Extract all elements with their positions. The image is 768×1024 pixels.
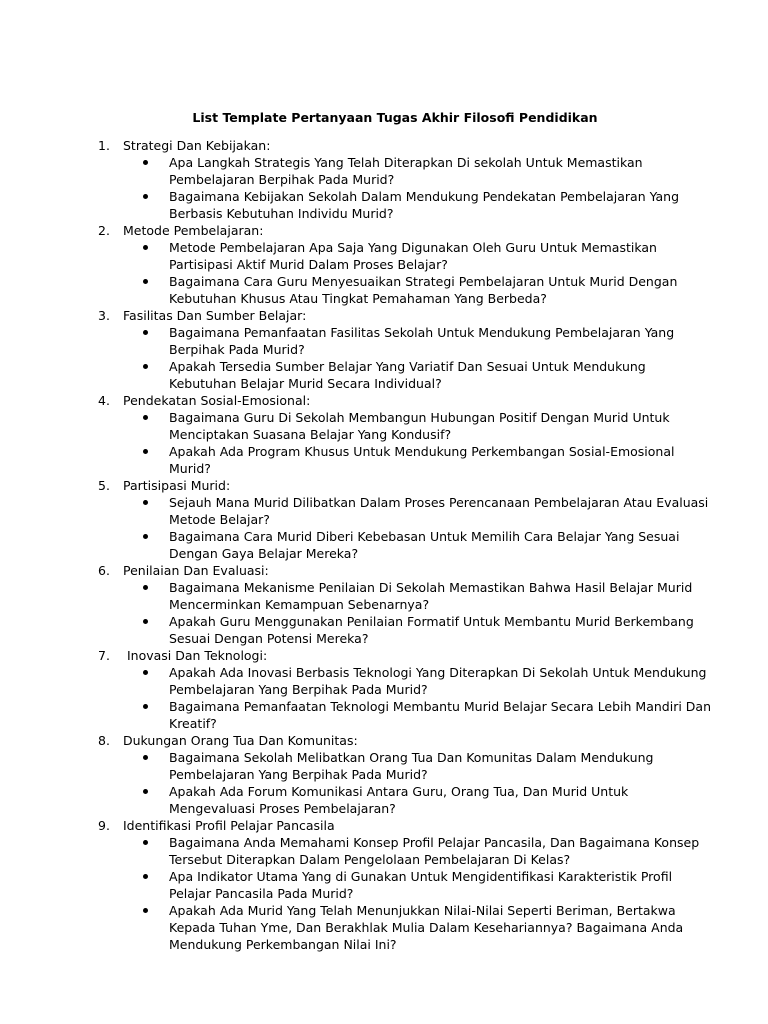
section-pendekatan-sosial-emosional	[0, 392, 768, 477]
section-penilaian-dan-evaluasi	[0, 562, 768, 647]
bullet-icon	[143, 585, 148, 590]
question-text: Apakah Guru Menggunakan Penilaian Formatif Untuk Membantu Murid Berkembang Sesuai Dengan Potensi Mereka?	[169, 614, 694, 646]
bullet-icon	[143, 500, 148, 505]
section-title: Identifikasi Profil Pelajar Pancasila	[123, 818, 335, 833]
question-item	[0, 579, 714, 613]
section-number: 8.	[98, 733, 110, 748]
question-text: Apakah Ada Inovasi Berbasis Teknologi Yang Diterapkan Di Sekolah Untuk Mendukung Pembelajaran Yang Berpihak Pada Murid?	[169, 665, 707, 697]
section-title: Fasilitas Dan Sumber Belajar:	[123, 308, 307, 323]
question-list	[0, 137, 768, 953]
bullet-icon	[143, 364, 148, 369]
section-title: Dukungan Orang Tua Dan Komunitas:	[123, 733, 358, 748]
question-text: Bagaimana Pemanfaatan Fasilitas Sekolah Untuk Mendukung Pembelajaran Yang Berpihak Pada Murid?	[169, 325, 675, 357]
section-fasilitas-dan-sumber-belajar	[0, 307, 768, 392]
bullet-icon	[143, 908, 148, 913]
bullet-icon	[143, 415, 148, 420]
question-item	[0, 358, 714, 392]
question-text: Apakah Ada Forum Komunikasi Antara Guru, Orang Tua, Dan Murid Untuk Mengevaluasi Proses Pembelajaran?	[169, 784, 629, 816]
question-item	[0, 409, 714, 443]
question-item	[0, 273, 714, 307]
bullet-icon	[143, 755, 148, 760]
section-title: Pendekatan Sosial-Emosional:	[123, 393, 311, 408]
question-items	[0, 239, 768, 307]
bullet-icon	[143, 330, 148, 335]
section-number: 4.	[98, 393, 110, 408]
question-text: Apakah Ada Program Khusus Untuk Mendukung Perkembangan Sosial-Emosional Murid?	[169, 444, 675, 476]
question-text: Sejauh Mana Murid Dilibatkan Dalam Proses Perencanaan Pembelajaran Atau Evaluasi Metode Belajar?	[169, 495, 709, 527]
bullet-icon	[143, 534, 148, 539]
question-text: Bagaimana Cara Murid Diberi Kebebasan Untuk Memilih Cara Belajar Yang Sesuai Dengan Gaya Belajar Mereka?	[169, 529, 680, 561]
question-item	[0, 902, 714, 953]
question-text: Bagaimana Mekanisme Penilaian Di Sekolah Memastikan Bahwa Hasil Belajar Murid Mencerminkan Kemampuan Sebenarnya?	[169, 580, 693, 612]
section-number: 9.	[98, 818, 110, 833]
question-items	[0, 409, 768, 477]
question-text: Bagaimana Cara Guru Menyesuaikan Strategi Pembelajaran Untuk Murid Dengan Kebutuhan Khusus Atau Tingkat Pemahaman Yang Berbeda?	[169, 274, 678, 306]
question-items	[0, 834, 768, 953]
bullet-icon	[143, 194, 148, 199]
question-item	[0, 188, 714, 222]
document-title: List Template Pertanyaan Tugas Akhir Filosofi Pendidikan	[192, 110, 598, 125]
question-item	[0, 494, 714, 528]
bullet-icon	[143, 449, 148, 454]
section-heading	[0, 562, 768, 579]
question-text: Bagaimana Kebijakan Sekolah Dalam Mendukung Pendekatan Pembelajaran Yang Berbasis Kebutuhan Individu Murid?	[169, 189, 680, 221]
question-item	[0, 324, 714, 358]
bullet-icon	[143, 619, 148, 624]
section-number: 3.	[98, 308, 110, 323]
section-heading	[0, 817, 768, 834]
section-strategi-dan-kebijakan	[0, 137, 768, 222]
section-number: 2.	[98, 223, 110, 238]
section-heading	[0, 222, 768, 239]
section-title: Metode Pembelajaran:	[123, 223, 264, 238]
question-items	[0, 154, 768, 222]
section-metode-pembelajaran	[0, 222, 768, 307]
question-items	[0, 664, 768, 732]
section-heading	[0, 307, 768, 324]
question-items	[0, 579, 768, 647]
bullet-icon	[143, 874, 148, 879]
section-heading	[0, 647, 768, 664]
question-item	[0, 154, 714, 188]
question-items	[0, 324, 768, 392]
bullet-icon	[143, 245, 148, 250]
question-item	[0, 783, 714, 817]
question-item	[0, 443, 714, 477]
section-heading	[0, 732, 768, 749]
question-items	[0, 749, 768, 817]
question-item	[0, 834, 714, 868]
question-item	[0, 613, 714, 647]
question-item	[0, 868, 714, 902]
question-text: Apakah Ada Murid Yang Telah Menunjukkan Nilai-Nilai Seperti Beriman, Bertakwa Kepada Tuhan Yme, Dan Berakhlak Mulia Dalam Kesehariannya? Bagaimana Anda Mendukung Perkembangan Nilai Ini?	[169, 903, 684, 952]
question-item	[0, 239, 714, 273]
question-text: Bagaimana Anda Memahami Konsep Profil Pelajar Pancasila, Dan Bagaimana Konsep Tersebut Diterapkan Dalam Pengelolaan Pembelajaran Di Kelas?	[169, 835, 700, 867]
bullet-icon	[143, 840, 148, 845]
question-item	[0, 749, 714, 783]
question-text: Apakah Tersedia Sumber Belajar Yang Variatif Dan Sesuai Untuk Mendukung Kebutuhan Belajar Murid Secara Individual?	[169, 359, 646, 391]
section-title: Inovasi Dan Teknologi:	[123, 648, 268, 663]
bullet-icon	[143, 160, 148, 165]
section-title: Penilaian Dan Evaluasi:	[123, 563, 269, 578]
section-dukungan-orang-tua-dan-komunitas	[0, 732, 768, 817]
bullet-icon	[143, 789, 148, 794]
question-item	[0, 664, 714, 698]
question-text: Apa Langkah Strategis Yang Telah Diterapkan Di sekolah Untuk Memastikan Pembelajaran Berpihak Pada Murid?	[169, 155, 643, 187]
section-number: 1.	[98, 138, 110, 153]
question-text: Apa Indikator Utama Yang di Gunakan Untuk Mengidentifikasi Karakteristik Profil Pelajar Pancasila Pada Murid?	[169, 869, 673, 901]
question-items	[0, 494, 768, 562]
section-identifikasi-profil-pelajar-pancasila	[0, 817, 768, 953]
bullet-icon	[143, 704, 148, 709]
section-number: 7.	[98, 648, 110, 663]
section-title: Partisipasi Murid:	[123, 478, 231, 493]
bullet-icon	[143, 279, 148, 284]
question-text: Bagaimana Guru Di Sekolah Membangun Hubungan Positif Dengan Murid Untuk Menciptakan Suasana Belajar Yang Kondusif?	[169, 410, 670, 442]
question-item	[0, 698, 714, 732]
question-text: Metode Pembelajaran Apa Saja Yang Digunakan Oleh Guru Untuk Memastikan Partisipasi Aktif Murid Dalam Proses Belajar?	[169, 240, 657, 272]
question-text: Bagaimana Sekolah Melibatkan Orang Tua Dan Komunitas Dalam Mendukung Pembelajaran Yang Berpihak Pada Murid?	[169, 750, 654, 782]
section-title: Strategi Dan Kebijakan:	[123, 138, 271, 153]
section-heading	[0, 392, 768, 409]
section-heading	[0, 137, 768, 154]
section-number: 5.	[98, 478, 110, 493]
question-item	[0, 528, 714, 562]
question-text: Bagaimana Pemanfaatan Teknologi Membantu Murid Belajar Secara Lebih Mandiri Dan Kreatif?	[169, 699, 711, 731]
bullet-icon	[143, 670, 148, 675]
section-heading	[0, 477, 768, 494]
section-partisipasi-murid	[0, 477, 768, 562]
section-number: 6.	[98, 563, 110, 578]
section-inovasi-dan-teknologi	[0, 647, 768, 732]
